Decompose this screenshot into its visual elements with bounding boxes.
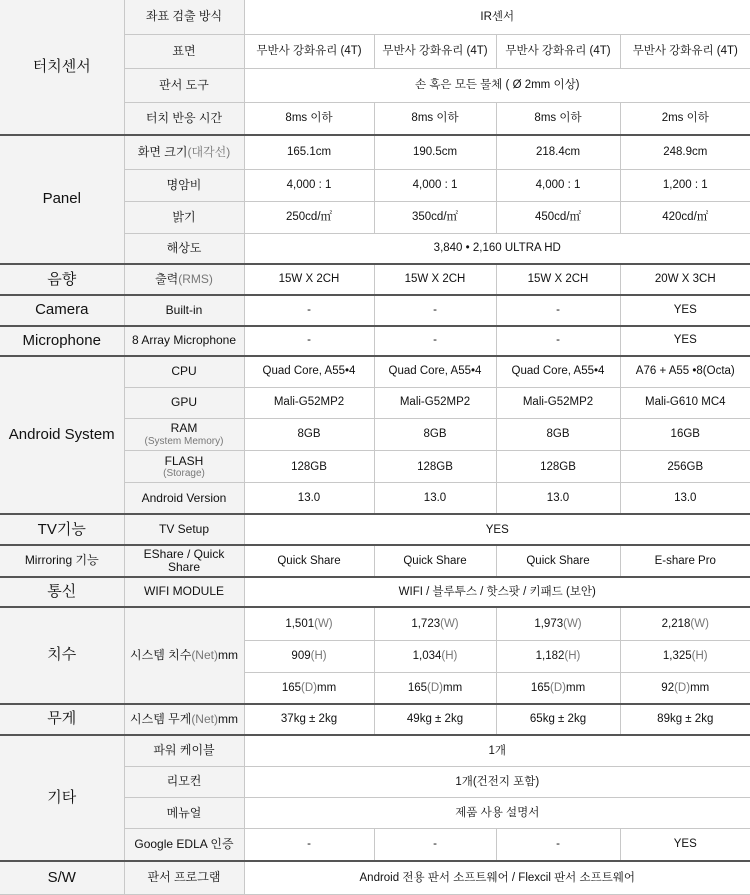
depth-suffix: mm — [565, 681, 586, 694]
label-contrast: 명암비 — [124, 169, 244, 201]
value-android-version-4: 13.0 — [620, 483, 750, 514]
value-ram-3: 8GB — [496, 418, 620, 450]
value-tv-setup: YES — [244, 514, 750, 545]
row-tv — [0, 514, 750, 545]
value-android-version-3: 13.0 — [496, 483, 620, 514]
value-flash-2: 128GB — [374, 451, 496, 483]
label-mirroring: EShare / Quick Share — [124, 545, 244, 576]
value-cpu-2: Quad Core, A55•4 — [374, 356, 496, 387]
value-android-version-2: 13.0 — [374, 483, 496, 514]
value-width-2 — [374, 607, 496, 640]
label-system-weight — [124, 704, 244, 735]
label-tv-setup: TV Setup — [124, 514, 244, 545]
value-cpu-4: A76 + A55 •8(Octa) — [620, 356, 750, 387]
width-unit: (W) — [440, 617, 459, 630]
section-dimensions: 치수 — [0, 607, 124, 704]
value-camera-4: YES — [620, 295, 750, 325]
depth-suffix: mm — [690, 681, 710, 694]
width-num: 1,723 — [411, 617, 441, 630]
value-edla-3: - — [496, 829, 620, 861]
section-etc: 기타 — [0, 735, 124, 861]
depth-num: 165 — [530, 681, 551, 694]
value-pen-program: Android 전용 판서 소프트웨어 / Flexcil 판서 소프트웨어 — [244, 861, 750, 895]
depth-unit: (D) — [674, 681, 691, 694]
value-width-4 — [620, 607, 750, 640]
value-height-4 — [620, 640, 750, 672]
ram-text: RAM — [170, 421, 198, 436]
value-response-3: 8ms 이하 — [496, 103, 620, 135]
value-camera-1: - — [244, 295, 374, 325]
depth-suffix: mm — [316, 681, 337, 694]
depth-num: 165 — [281, 681, 302, 694]
height-unit: (H) — [691, 650, 708, 663]
label-cpu: CPU — [124, 356, 244, 387]
value-camera-2: - — [374, 295, 496, 325]
width-unit: (W) — [563, 617, 582, 630]
label-ram — [124, 418, 244, 450]
value-brightness-1: 250cd/㎡ — [244, 202, 374, 234]
height-num: 1,182 — [535, 650, 565, 663]
value-surface-1: 무반사 강화유리 (4T) — [244, 34, 374, 68]
value-height-1 — [244, 640, 374, 672]
label-resolution: 해상도 — [124, 234, 244, 264]
value-mirroring-2: Quick Share — [374, 545, 496, 576]
label-remote: 리모컨 — [124, 766, 244, 797]
row-width — [0, 607, 750, 640]
value-pen: 손 혹은 모든 물체 ( Ø 2mm 이상) — [244, 69, 750, 103]
width-num: 2,218 — [661, 617, 691, 630]
row-detection — [0, 0, 750, 34]
section-sw: S/W — [0, 861, 124, 895]
value-remote: 1개(건전지 포함) — [244, 766, 750, 797]
value-height-2 — [374, 640, 496, 672]
section-weight: 무게 — [0, 704, 124, 735]
value-weight-2: 49kg ± 2kg — [374, 704, 496, 735]
value-depth-4 — [620, 672, 750, 703]
value-output-2: 15W X 2CH — [374, 264, 496, 295]
flash-text: FLASH — [164, 453, 204, 468]
system-size-text: 시스템 치수 — [130, 647, 192, 662]
value-brightness-3: 450cd/㎡ — [496, 202, 620, 234]
value-contrast-1: 4,000 : 1 — [244, 169, 374, 201]
value-depth-1 — [244, 672, 374, 703]
system-weight-note: (Net) — [191, 711, 218, 726]
value-mic-1: - — [244, 326, 374, 356]
value-mic-2: - — [374, 326, 496, 356]
value-gpu-1: Mali-G52MP2 — [244, 387, 374, 418]
value-width-1 — [244, 607, 374, 640]
value-screen-size-4: 248.9cm — [620, 135, 750, 169]
value-edla-4: YES — [620, 829, 750, 861]
ram-note: (System Memory) — [144, 435, 224, 447]
row-output — [0, 264, 750, 295]
value-surface-2: 무반사 강화유리 (4T) — [374, 34, 496, 68]
depth-num: 92 — [661, 681, 675, 694]
value-edla-1: - — [244, 829, 374, 861]
value-height-3 — [496, 640, 620, 672]
value-detection: IR센서 — [244, 0, 750, 34]
value-mirroring-4: E-share Pro — [620, 545, 750, 576]
value-contrast-3: 4,000 : 1 — [496, 169, 620, 201]
depth-unit: (D) — [301, 681, 317, 694]
value-cpu-1: Quad Core, A55•4 — [244, 356, 374, 387]
output-note: (RMS) — [178, 272, 213, 287]
value-mirroring-3: Quick Share — [496, 545, 620, 576]
depth-num: 165 — [407, 681, 428, 694]
row-mirroring — [0, 545, 750, 576]
label-manual: 메뉴얼 — [124, 797, 244, 828]
value-gpu-4: Mali-G610 MC4 — [620, 387, 750, 418]
value-width-3 — [496, 607, 620, 640]
value-mic-3: - — [496, 326, 620, 356]
row-screen-size — [0, 135, 750, 169]
value-resolution: 3,840 • 2,160 ULTRA HD — [244, 234, 750, 264]
value-manual: 제품 사용 설명서 — [244, 797, 750, 828]
value-response-1: 8ms 이하 — [244, 103, 374, 135]
value-contrast-2: 4,000 : 1 — [374, 169, 496, 201]
value-cpu-3: Quad Core, A55•4 — [496, 356, 620, 387]
system-size-note: (Net) — [191, 647, 218, 662]
label-camera: Built-in — [124, 295, 244, 325]
value-response-2: 8ms 이하 — [374, 103, 496, 135]
section-camera: Camera — [0, 295, 124, 325]
section-microphone: Microphone — [0, 326, 124, 356]
value-ram-2: 8GB — [374, 418, 496, 450]
section-mirroring: Mirroring 기능 — [0, 545, 124, 576]
value-power-cable: 1개 — [244, 735, 750, 766]
width-num: 1,501 — [285, 617, 315, 630]
value-contrast-4: 1,200 : 1 — [620, 169, 750, 201]
label-power-cable: 파워 케이블 — [124, 735, 244, 766]
value-screen-size-2: 190.5cm — [374, 135, 496, 169]
value-mic-4: YES — [620, 326, 750, 356]
value-flash-1: 128GB — [244, 451, 374, 483]
flash-note: (Storage) — [163, 467, 205, 479]
height-unit: (H) — [441, 650, 458, 663]
section-panel: Panel — [0, 135, 124, 264]
label-surface: 표면 — [124, 34, 244, 68]
section-audio: 음향 — [0, 264, 124, 295]
value-screen-size-1: 165.1cm — [244, 135, 374, 169]
section-comm: 통신 — [0, 577, 124, 607]
row-mic — [0, 326, 750, 356]
label-brightness: 밝기 — [124, 202, 244, 234]
value-ram-4: 16GB — [620, 418, 750, 450]
height-num: 1,325 — [662, 650, 692, 663]
value-response-4: 2ms 이하 — [620, 103, 750, 135]
value-output-1: 15W X 2CH — [244, 264, 374, 295]
system-size-unit: mm — [217, 647, 238, 662]
screen-size-note: (대각선) — [187, 144, 231, 159]
row-power-cable — [0, 735, 750, 766]
value-android-version-1: 13.0 — [244, 483, 374, 514]
label-gpu: GPU — [124, 387, 244, 418]
output-text: 출력 — [155, 272, 179, 287]
value-mirroring-1: Quick Share — [244, 545, 374, 576]
depth-unit: (D) — [550, 681, 566, 694]
row-camera — [0, 295, 750, 325]
width-unit: (W) — [690, 617, 709, 630]
label-pen: 판서 도구 — [124, 69, 244, 103]
label-edla: Google EDLA 인증 — [124, 829, 244, 861]
label-system-size — [124, 607, 244, 704]
value-depth-2 — [374, 672, 496, 703]
value-output-3: 15W X 2CH — [496, 264, 620, 295]
label-detection: 좌표 검출 방식 — [124, 0, 244, 34]
depth-suffix: mm — [442, 681, 463, 694]
label-response: 터치 반응 시간 — [124, 103, 244, 135]
row-wifi — [0, 577, 750, 607]
value-surface-4: 무반사 강화유리 (4T) — [620, 34, 750, 68]
value-wifi: WIFI / 블루투스 / 핫스팟 / 키패드 (보안) — [244, 577, 750, 607]
system-weight-unit: mm — [217, 711, 238, 726]
value-gpu-2: Mali-G52MP2 — [374, 387, 496, 418]
system-weight-text: 시스템 무게 — [130, 711, 192, 726]
height-num: 1,034 — [412, 650, 442, 663]
label-output — [124, 264, 244, 295]
value-weight-1: 37kg ± 2kg — [244, 704, 374, 735]
label-android-version: Android Version — [124, 483, 244, 514]
label-pen-program: 판서 프로그램 — [124, 861, 244, 895]
value-flash-3: 128GB — [496, 451, 620, 483]
height-unit: (H) — [564, 650, 581, 663]
value-brightness-2: 350cd/㎡ — [374, 202, 496, 234]
label-wifi: WIFI MODULE — [124, 577, 244, 607]
value-surface-3: 무반사 강화유리 (4T) — [496, 34, 620, 68]
height-unit: (H) — [310, 650, 327, 663]
row-weight — [0, 704, 750, 735]
section-touch: 터치센서 — [0, 0, 124, 135]
value-depth-3 — [496, 672, 620, 703]
value-brightness-4: 420cd/㎡ — [620, 202, 750, 234]
width-unit: (W) — [314, 617, 333, 630]
value-weight-4: 89kg ± 2kg — [620, 704, 750, 735]
value-flash-4: 256GB — [620, 451, 750, 483]
value-edla-2: - — [374, 829, 496, 861]
depth-unit: (D) — [427, 681, 443, 694]
value-ram-1: 8GB — [244, 418, 374, 450]
section-tv: TV기능 — [0, 514, 124, 545]
value-camera-3: - — [496, 295, 620, 325]
value-screen-size-3: 218.4cm — [496, 135, 620, 169]
row-cpu — [0, 356, 750, 387]
label-flash — [124, 451, 244, 483]
screen-size-text: 화면 크기 — [137, 144, 188, 159]
width-num: 1,973 — [534, 617, 564, 630]
value-output-4: 20W X 3CH — [620, 264, 750, 295]
label-mic: 8 Array Microphone — [124, 326, 244, 356]
row-sw — [0, 861, 750, 895]
height-num: 909 — [291, 650, 311, 663]
value-weight-3: 65kg ± 2kg — [496, 704, 620, 735]
section-android: Android System — [0, 356, 124, 514]
value-gpu-3: Mali-G52MP2 — [496, 387, 620, 418]
label-screen-size — [124, 135, 244, 169]
